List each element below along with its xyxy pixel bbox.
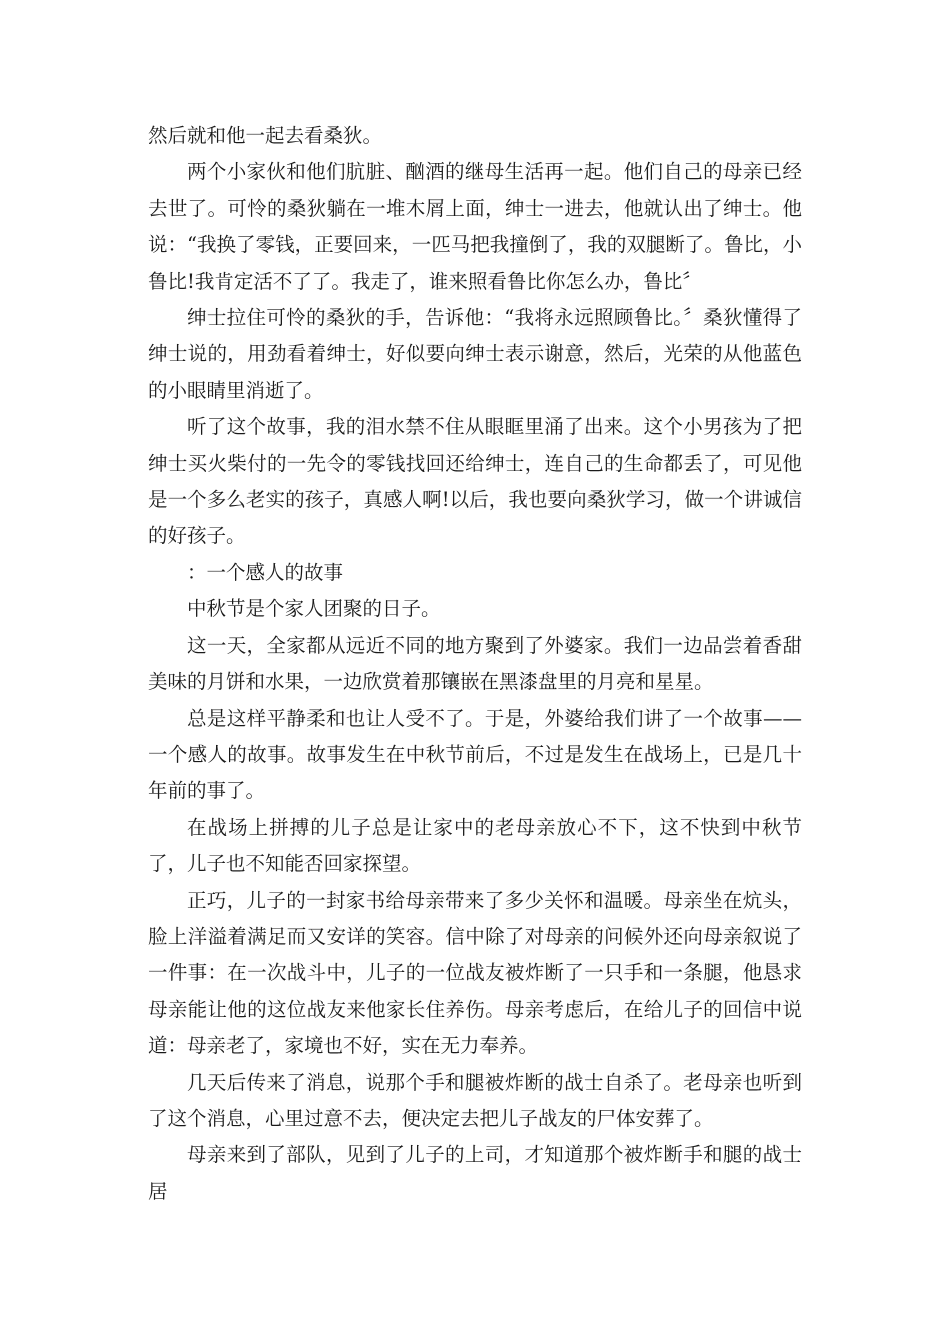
paragraph-7: 这一天，全家都从远近不同的地方聚到了外婆家。我们一边品尝着香甜美味的月饼和水果，一边欣赏着那镶嵌在黑漆盘里的月亮和星星。	[148, 633, 802, 694]
section-heading: ：一个感人的故事	[187, 560, 344, 584]
paragraph-10: 正巧，儿子的一封家书给母亲带来了多少关怀和温暖。母亲坐在炕头，脸上洋溢着满足而又安详的笑容。信中除了对母亲的问候外还向母亲叙说了一件事：在一次战斗中，儿子的一位战友被炸断了一只手和一条腿，他恳求母亲能让他的这位战友来他家长住养伤。母亲考虑后，在给儿子的回信中说道：母亲老了，家境也不好，实在无力奉养。	[148, 888, 802, 1058]
paragraph-3: 绅士拉住可怜的桑狄的手，告诉他：“我将永远照顾鲁比。〞桑狄懂得了绅士说的，用劲看着绅士，好似要向绅士表示谢意，然后，光荣的从他蓝色的小眼睛里消逝了。	[148, 306, 802, 402]
paragraph-6: 中秋节是个家人团聚的日子。	[187, 597, 441, 621]
paragraph-8: 总是这样平静柔和也让人受不了。于是，外婆给我们讲了一个故事——一个感人的故事。故事发生在中秋节前后，不过是发生在战场上，已是几十年前的事了。	[148, 706, 802, 803]
paragraph-2: 两个小家伙和他们肮脏、酗酒的继母生活再一起。他们自己的母亲已经去世了。可怜的桑狄躺在一堆木屑上面，绅士一进去，他就认出了绅士。他说：“我换了零钱，正要回来，一匹马把我撞倒了，我的双腿断了。鲁比，小鲁比!我肯定活不了了。我走了，谁来照看鲁比你怎么办，鲁比〞	[148, 160, 802, 293]
paragraph-11: 几天后传来了消息，说那个手和腿被炸断的战士自杀了。老母亲也听到了这个消息，心里过意不去，便决定去把儿子战友的尸体安葬了。	[148, 1070, 802, 1130]
paragraph-1: 然后就和他一起去看桑狄。	[148, 124, 383, 147]
paragraph-4: 听了这个故事，我的泪水禁不住从眼眶里涌了出来。这个小男孩为了把绅士买火柴付的一先令的零钱找回还给绅士，连自己的生命都丢了，可见他是一个多么老实的孩子，真感人啊!以后，我也要向桑狄学习，做一个讲诚信的好孩子。	[148, 415, 802, 548]
paragraph-9: 在战场上拼搏的儿子总是让家中的老母亲放心不下，这不快到中秋节了，儿子也不知能否回家探望。	[148, 815, 802, 876]
document-body	[148, 118, 802, 1210]
paragraph-12: 母亲来到了部队，见到了儿子的上司，才知道那个被炸断手和腿的战士居	[148, 1143, 802, 1203]
